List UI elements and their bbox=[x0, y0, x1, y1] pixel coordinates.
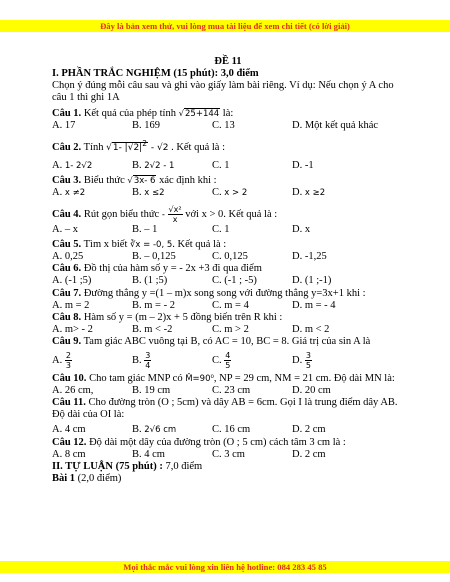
question-3-options: A. x ≠2 B. x ≤2 C. x > 2 D. x ≥2 bbox=[52, 187, 326, 199]
exam-page bbox=[52, 56, 404, 485]
question-11: Câu 11. Cho đường tròn (O ; 5cm) và dây AB = 6cm. Gọi I là trung điểm dây AB. Độ dài của OI là: bbox=[52, 397, 398, 421]
question-12: Câu 12. Độ dài một dây của đường tròn (O ; 5 cm) cách tâm 3 cm là : bbox=[52, 436, 346, 448]
question-4: Câu 4. Rút gọn biểu thức - $\frac{\text{√x²}}{x}$ với x > 0. Kết quả là : bbox=[52, 204, 278, 224]
question-7: Câu 7. Đường thẳng y =(1 – m)x song song với đường thẳng y=3x+1 khi : bbox=[52, 287, 366, 299]
bai1-heading: Bài 1 (2,0 điểm) bbox=[52, 473, 122, 485]
question-12-options: A. 8 cm B. 4 cm C. 3 cm D. 2 cm bbox=[52, 448, 326, 460]
question-5: Câu 5. Tìm x biết ∛x = -0, 5. Kết quả là : bbox=[52, 238, 227, 250]
top-banner: Đây là bản xem thử, vui lòng mua tài liệu để xem chi tiết (có lời giải) bbox=[0, 20, 450, 32]
question-5-options: A. 0,25 B. – 0,125 C. 0,125 D. -1,25 bbox=[52, 251, 327, 263]
question-2: Câu 2. Tính √1- $|√2|^2 - √2$ . Kết quả là : bbox=[52, 139, 226, 154]
question-3: Câu 3. Biểu thức √3x- 6 xác định khi : bbox=[52, 175, 217, 187]
instruction: Chọn ý đúng mỗi câu sau và ghi vào giấy làm bài riêng. Ví dụ: Nếu chọn ý A cho câu 1 thì ghi 1A bbox=[52, 80, 394, 104]
bottom-banner: Mọi thắc mắc vui lòng xin liên hệ hotline: 084 283 45 85 bbox=[0, 561, 450, 573]
exam-title: ĐỀ 11 bbox=[214, 56, 242, 67]
question-9-options: A. $\frac{2}{3}$ B. $\frac{3}{4}$ C. $\frac{4}{5}$ D. $\frac{3}{5}$ bbox=[52, 351, 311, 371]
question-8: Câu 8. Hàm số y = (m – 2)x + 5 đồng biến trên R khi : bbox=[52, 312, 283, 324]
part1-title: I. PHẦN TRẮC NGHIỆM (15 phút): 3,0 điểm bbox=[52, 68, 259, 79]
question-8-options: A. m> - 2 B. m < -2 C. m > 2 D. m < 2 bbox=[52, 324, 330, 336]
question-10: Câu 10. Cho tam giác MNP có M̂=90⁰, NP = 29 cm, NM = 21 cm. Độ dài MN là: bbox=[52, 372, 395, 384]
question-1: Câu 1. Kết quả của phép tính √25+144 là: bbox=[52, 107, 234, 119]
question-9: Câu 9. Tam giác ABC vuông tại B, có AC = 10, BC = 8. Giá trị của sin A là bbox=[52, 336, 371, 348]
question-6: Câu 6. Đồ thị của hàm số y = - 2x +3 đi qua điểm bbox=[52, 263, 262, 275]
question-10-options: A. 26 cm, B. 19 cm C. 23 cm D. 20 cm bbox=[52, 384, 331, 396]
question-2-options: A. 1- 2√2 B. 2√2 - 1 C. 1 D. -1 bbox=[52, 160, 314, 172]
question-4-options: A. – x B. – 1 C. 1 D. x bbox=[52, 223, 311, 235]
question-11-options: A. 4 cm B. 2√6 cm C. 16 cm D. 2 cm bbox=[52, 424, 326, 436]
question-6-options: A. (-1 ;5) B. (1 ;5) C. (-1 ; -5) D. (1 ;-1) bbox=[52, 275, 332, 287]
question-7-options: A. m = 2 B. m = - 2 C. m = 4 D. m = - 4 bbox=[52, 299, 336, 311]
question-1-options: A. 17 B. 169 C. 13 D. Một kết quả khác bbox=[52, 119, 379, 131]
part2-title: II. TỰ LUẬN (75 phút) : 7,0 điểm bbox=[52, 461, 203, 473]
